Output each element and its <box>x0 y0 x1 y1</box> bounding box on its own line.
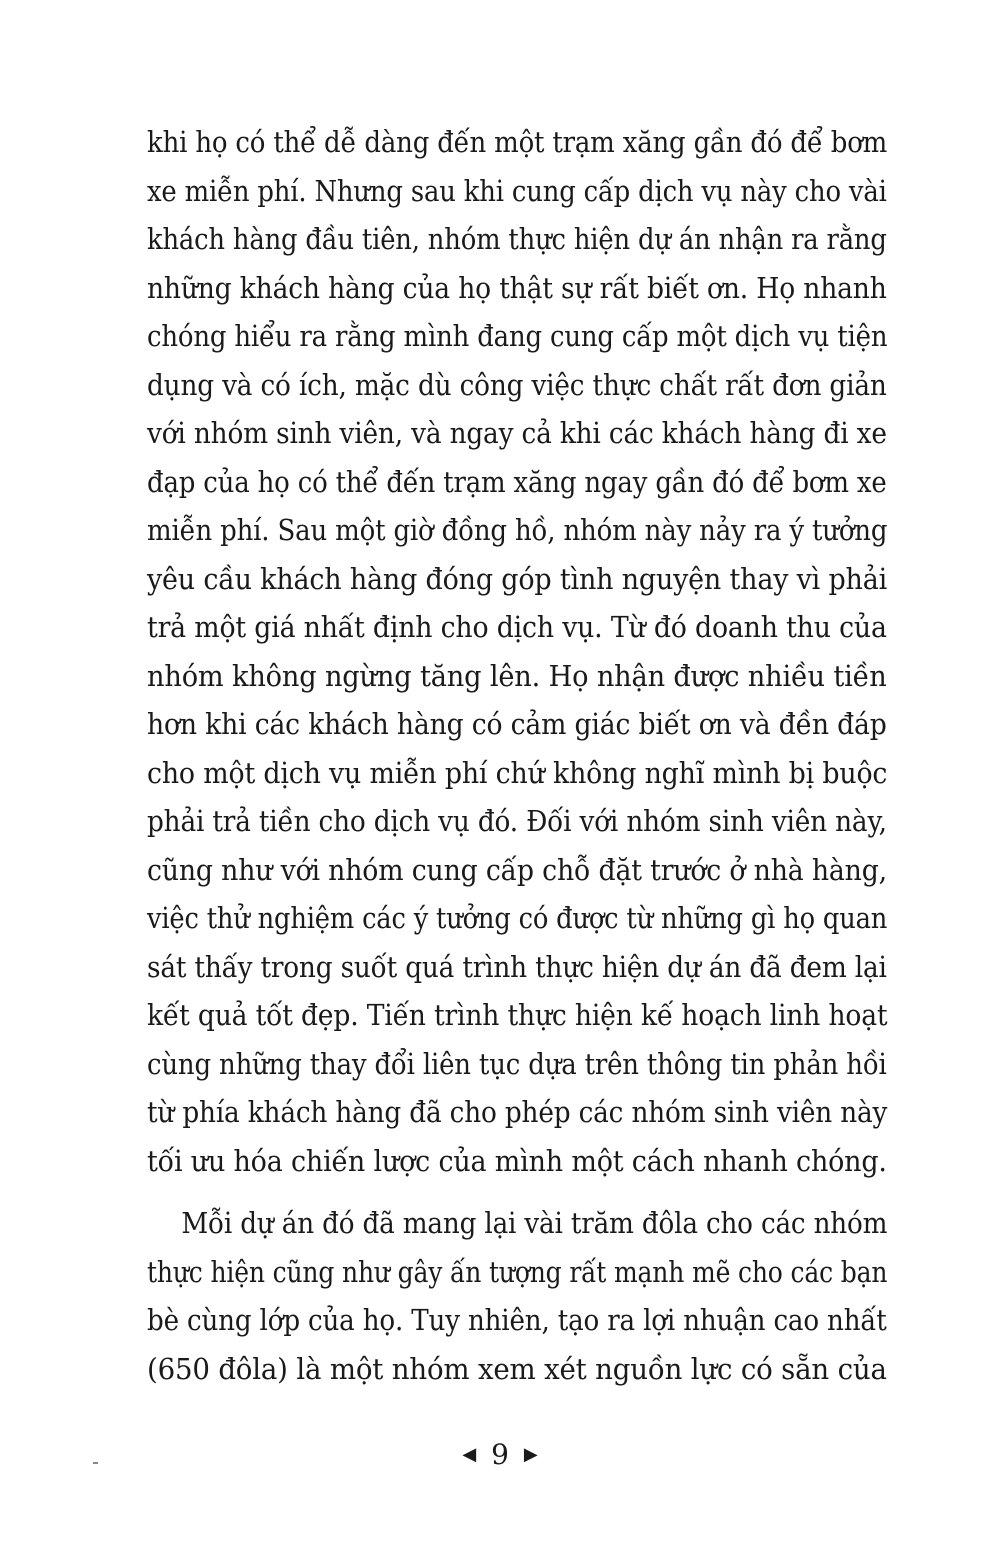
right-arrow-icon: ▶ <box>523 1444 538 1465</box>
text-line: cùng những thay đổi liên tục dựa trên thông tin phản hồi <box>147 1046 887 1081</box>
text-line: chóng hiểu ra rằng mình đang cung cấp một dịch vụ tiện <box>147 319 888 353</box>
text-line: đạp của họ có thể đến trạm xăng ngay gần đó để bơm xe <box>147 464 887 499</box>
text-line: khi họ có thể dễ dàng đến một trạm xăng gần đó để bơm <box>147 125 888 159</box>
text-line: phải trả tiền cho dịch vụ đó. Đối với nhóm sinh viên này, <box>147 804 887 838</box>
text-line: kết quả tốt đẹp. Tiến trình thực hiện kế hoạch linh hoạt <box>147 998 888 1032</box>
body-text <box>147 118 887 1393</box>
text-line: cũng như với nhóm cung cấp chỗ đặt trước ở nhà hàng, <box>147 852 887 887</box>
text-line: những khách hàng của họ thật sự rất biết ơn. Họ nhanh <box>147 270 887 305</box>
left-arrow-icon: ◀ <box>462 1444 477 1465</box>
text-line: nhóm không ngừng tăng lên. Họ nhận được nhiều tiền <box>147 658 887 693</box>
text-line: việc thử nghiệm các ý tưởng có được từ những gì họ quan <box>147 901 888 935</box>
text-line: khách hàng đầu tiên, nhóm thực hiện dự án nhận ra rằng <box>147 222 887 256</box>
scan-speck <box>93 1462 98 1464</box>
text-line: yêu cầu khách hàng đóng góp tình nguyện thay vì phải <box>147 561 888 596</box>
text-line: từ phía khách hàng đã cho phép các nhóm sinh viên này <box>147 1095 888 1129</box>
text-line: bè cùng lớp của họ. Tuy nhiên, tạo ra lợi nhuận cao nhất <box>147 1303 887 1337</box>
text-line: (650 đôla) là một nhóm xem xét nguồn lực có sẵn của <box>147 1351 887 1386</box>
paragraph-2 <box>147 1199 887 1393</box>
paragraph-gap <box>147 1185 887 1199</box>
text-line: dụng và có ích, mặc dù công việc thực chất rất đơn giản <box>147 367 887 402</box>
text-line: thực hiện cũng như gây ấn tượng rất mạnh mẽ cho các bạn <box>147 1254 888 1289</box>
page-number: 9 <box>491 1438 509 1471</box>
text-line: cho một dịch vụ miễn phí chứ không nghĩ mình bị buộc <box>147 755 888 790</box>
page-footer <box>0 1438 1000 1471</box>
text-line: trả một giá nhất định cho dịch vụ. Từ đó doanh thu của <box>147 610 887 644</box>
text-line: xe miễn phí. Nhưng sau khi cung cấp dịch vụ này cho vài <box>147 173 887 208</box>
text-line: hơn khi các khách hàng có cảm giác biết ơn và đền đáp <box>147 707 887 741</box>
text-line: miễn phí. Sau một giờ đồng hồ, nhóm này nảy ra ý tưởng <box>147 513 888 547</box>
paragraph-1 <box>147 118 887 1185</box>
text-line: với nhóm sinh viên, và ngay cả khi các khách hàng đi xe <box>147 416 887 450</box>
text-line: Mỗi dự án đó đã mang lại vài trăm đôla cho các nhóm <box>181 1206 888 1240</box>
text-line: sát thấy trong suốt quá trình thực hiện dự án đã đem lại <box>147 949 887 984</box>
text-line: tối ưu hóa chiến lược của mình một cách nhanh chóng. <box>147 1143 887 1178</box>
